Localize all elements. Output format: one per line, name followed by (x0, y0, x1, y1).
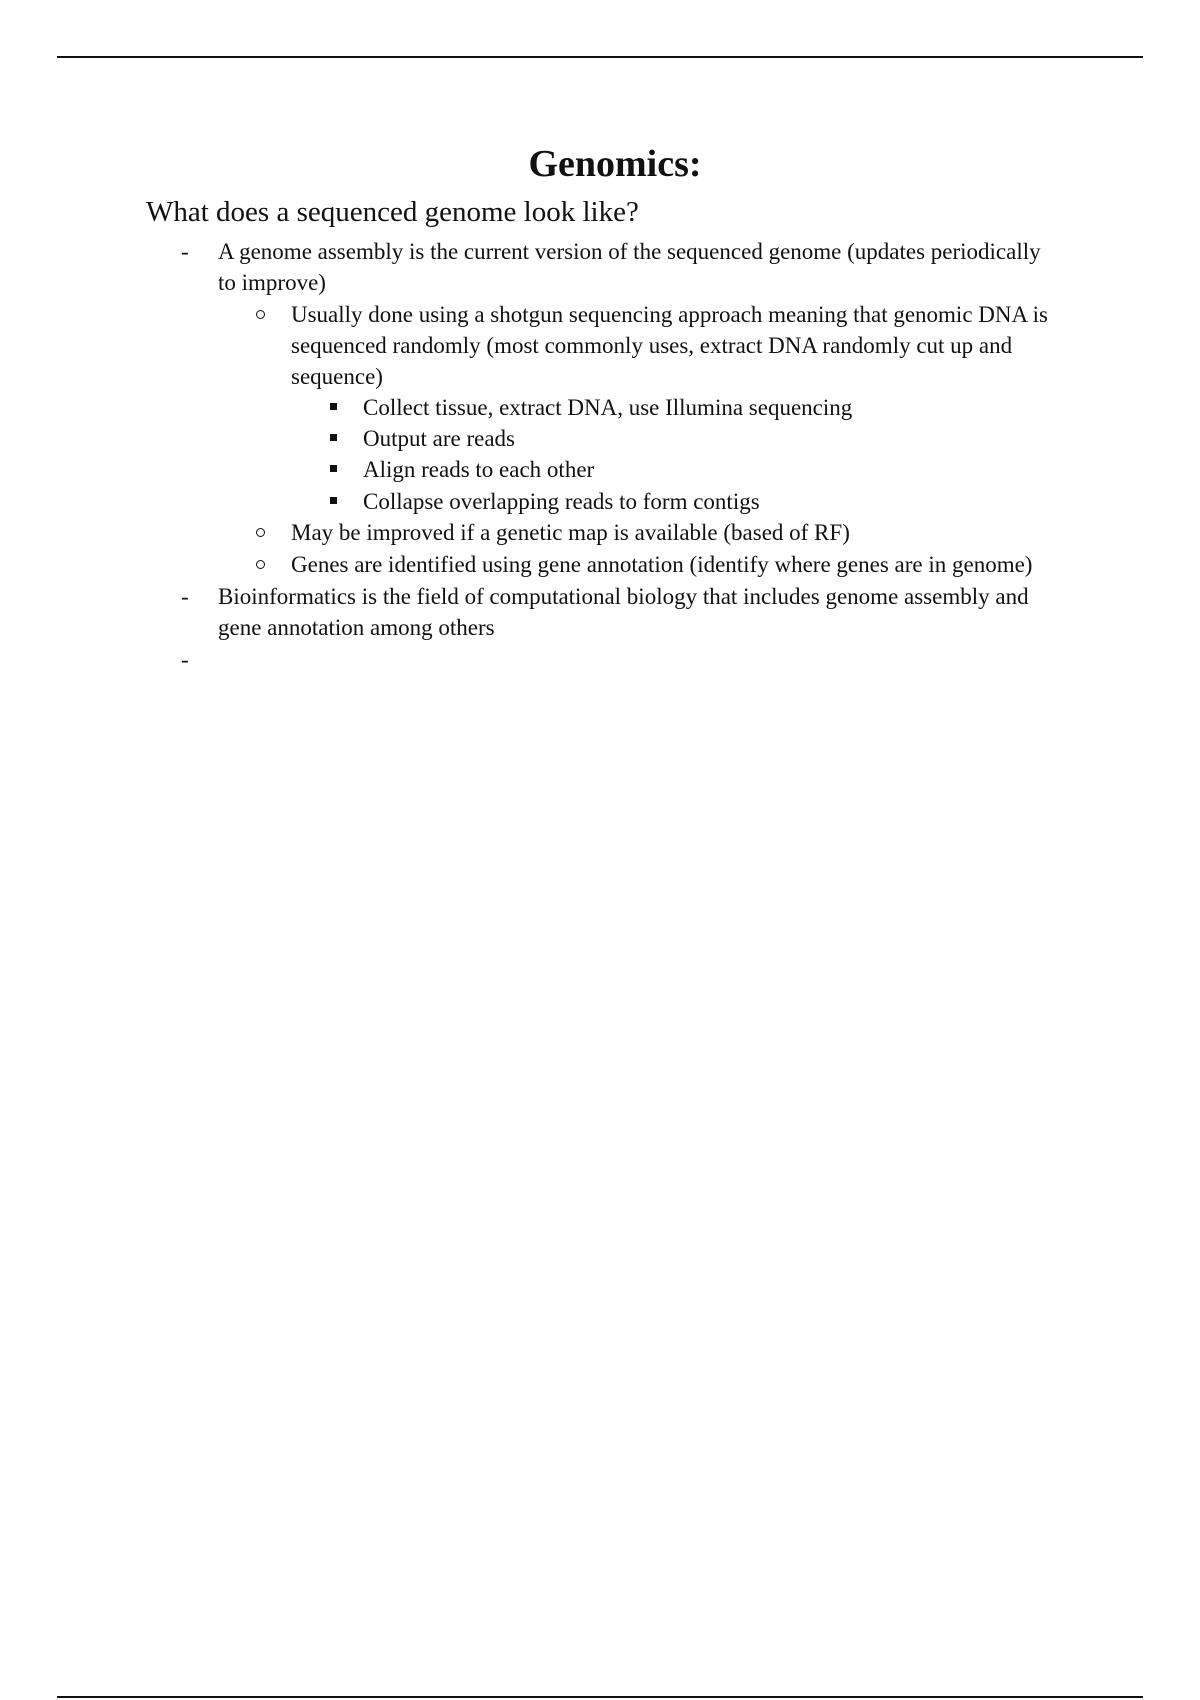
dash-bullet-marker: - (181, 584, 189, 609)
list-item-gene-annotation: Genes are identified using gene annotation (identify where genes are in genome) (291, 552, 1033, 577)
list-item-bioinformatics: Bioinformatics is the field of computational biology that includes genome assembly and (218, 584, 1029, 609)
square-bullet-marker (330, 434, 337, 441)
list-item-align-reads: Align reads to each other (363, 457, 595, 482)
list-item-genetic-map: May be improved if a genetic map is available (based of RF) (291, 520, 850, 545)
circle-bullet-marker (256, 528, 265, 537)
list-item-genome-assembly: A genome assembly is the current version of the sequenced genome (updates periodically (218, 239, 1041, 264)
square-bullet-marker (330, 403, 337, 410)
footer-rule (57, 1696, 1143, 1698)
page-title: Genomics: (528, 143, 702, 185)
square-bullet-marker (330, 465, 337, 472)
dash-bullet-marker: - (181, 239, 189, 264)
square-bullet-marker (330, 497, 337, 504)
list-item-bioinformatics-cont: gene annotation among others (218, 615, 495, 640)
circle-bullet-marker (256, 310, 265, 319)
list-item-genome-assembly-cont: to improve) (218, 270, 326, 295)
list-item-shotgun: Usually done using a shotgun sequencing approach meaning that genomic DNA is (291, 302, 1048, 327)
list-item-collapse-reads: Collapse overlapping reads to form contigs (363, 489, 760, 514)
dash-bullet-marker: - (181, 647, 189, 672)
circle-bullet-marker (256, 560, 265, 569)
list-item-shotgun-cont: sequenced randomly (most commonly uses, extract DNA randomly cut up and (291, 333, 1013, 358)
list-item-collect-tissue: Collect tissue, extract DNA, use Illumina sequencing (363, 395, 853, 420)
list-item-shotgun-cont: sequence) (291, 364, 383, 389)
section-heading: What does a sequenced genome look like? (146, 196, 639, 228)
list-item-output-reads: Output are reads (363, 426, 515, 451)
header-rule (57, 56, 1143, 58)
